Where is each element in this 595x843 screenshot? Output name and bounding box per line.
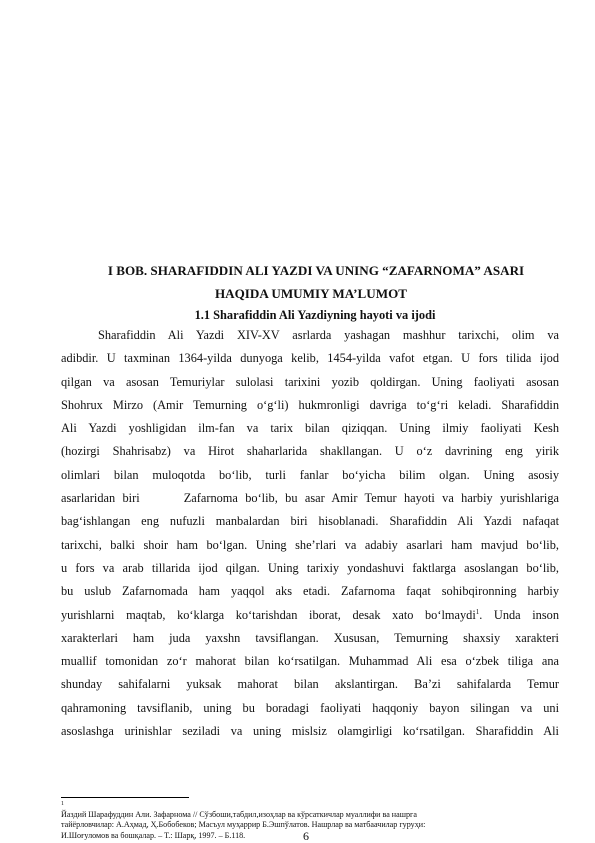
paragraph-line: qilgan va asosan Temuriylar sulolasi tarixini yozib qoldirgan. Uning faoliyati asosan bbox=[61, 374, 559, 389]
paragraph-line-tail: . Unda inson bbox=[479, 607, 559, 622]
footnote-line-3: И.Шоғуломов ва бошқалар. – Т.: Шарқ, 1997. – Б.118. bbox=[61, 830, 246, 840]
paragraph-line: bu uslub Zafarnomada ham yaqqol aks etadi. Zafarnoma faqat sohibqironning harbiy bbox=[61, 584, 559, 599]
paragraph-line-with-footnote bbox=[61, 604, 559, 627]
paragraph-line: tarixchi, balki shoir ham bo‘lgan. Uning she’rlari va adabiy asarlari ham mavjud bo‘lib, bbox=[61, 537, 559, 552]
paragraph-line: Ali Yazdi yoshligidan ilm-fan va tarix bilan qiziqqan. Uning ilmiy faoliyati Kesh bbox=[61, 421, 559, 436]
page-number: 6 bbox=[303, 829, 309, 843]
paragraph-line: adibdir. U taxminan 1364-yilda dunyoga kelib, 1454-yilda vafot etgan. U fors tilida ijod bbox=[61, 351, 559, 366]
paragraph-line: shunday sahifalarni yuksak mahorat bilan akslantirgan. Ba’zi sahifalarda Temur bbox=[61, 677, 559, 692]
footnote-separator bbox=[61, 797, 189, 798]
chapter-heading bbox=[60, 259, 560, 305]
paragraph-line: olimlari bilan muloqotda bo‘lib, turli fanlar bo‘yicha bilim olgan. Uning asosiy bbox=[61, 467, 559, 482]
paragraph-line: muallif tomonidan zo‘r mahorat bilan ko‘rsatilgan. Muhammad Ali esa o‘zbek tiliga ana bbox=[61, 654, 559, 669]
paragraph-line: asoslashga urinishlar seziladi va uning mislsiz olamgirligi ko‘rsatilgan. Sharafiddin Ali bbox=[61, 724, 559, 739]
paragraph-line: bag‘ishlangan eng nufuzli manbalardan biri hisoblanadi. Sharafiddin Ali Yazdi nafaqat bbox=[61, 514, 559, 529]
paragraph-line: u fors va arab tillarida ijod qilgan. Uning tarixiy yondashuvi faktlarga asoslangan bo‘lib, bbox=[61, 560, 559, 575]
footnote-marker: 1 bbox=[61, 801, 64, 807]
chapter-heading-line-1: I BOB. SHARAFIDDIN ALI YAZDI VA UNING “ZAFARNOMA” ASARI bbox=[107, 263, 525, 278]
paragraph-line: Sharafiddin Ali Yazdi XIV-XV asrlarda yashagan mashhur tarixchi, olim va bbox=[98, 328, 559, 342]
paragraph-line: asarlaridan biri Zafarnoma bo‘lib, bu asar Amir Temur hayoti va harbiy yurishlariga bbox=[61, 491, 559, 506]
body-text bbox=[61, 324, 559, 743]
paragraph-line: (hozirgi Shahrisabz) va Hirot shaharlarida shakllangan. U o‘z davrining eng yirik bbox=[61, 444, 559, 459]
footnote-reference[interactable]: 1 bbox=[475, 607, 480, 616]
paragraph-line: qahramoning tavsiflanib, uning bu boradagi faoliyati haqqoniy bayon silingan va uni bbox=[61, 700, 559, 715]
section-title: 1.1 Sharafiddin Ali Yazdiyning hayoti va ijodi bbox=[194, 308, 436, 322]
paragraph-line-text: yurishlarni maqtab, ko‘klarga ko‘tarishdan iborat, desak xato bo‘lmaydi bbox=[61, 607, 476, 622]
paragraph-line: xarakterlari ham juda yaxshn tavsiflangan. Xususan, Temurning shaxsiy xarakteri bbox=[61, 630, 559, 645]
footnote-line-1 bbox=[61, 799, 559, 820]
footnote-text: Йаздий Шарафуддин Али. Зафарнома // Сўзбоши,табдил,изоҳлар ва кўрсаткичлар муаллифи ва нашрга bbox=[61, 809, 417, 819]
chapter-heading-line-2: HAQIDA UMUMIY MA’LUMOT bbox=[214, 286, 408, 301]
footnote-line-2: тайёрловчилар: А.Аҳмад, Ҳ.Бобобеков; Масъул муҳаррир Б.Эшпўлатов. Нашрлар ва матбаачилар гуруҳи: bbox=[61, 820, 426, 830]
paragraph-line: Shohrux Mirzo (Amir Temurning o‘g‘li) hukmronligi davriga to‘g‘ri keladi. Sharafiddin bbox=[61, 397, 559, 412]
